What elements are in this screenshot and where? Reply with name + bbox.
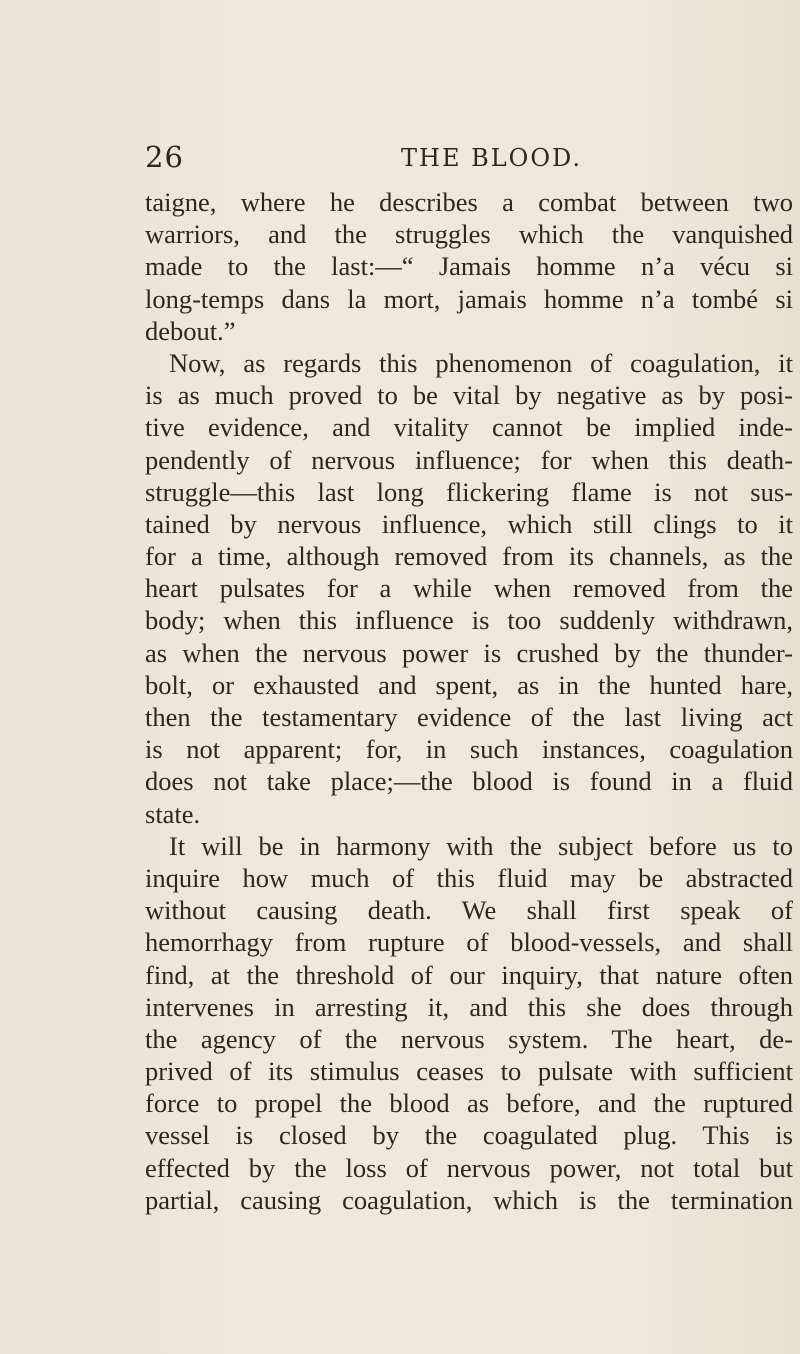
text-line: made to the last:—“ Jamais homme n’a vécu si (145, 251, 793, 282)
text-line: partial, causing coagulation, which is the termination (145, 1184, 793, 1215)
text-line: pendently of nervous influence; for when this death- (145, 444, 793, 475)
page-number: 26 (145, 140, 184, 174)
text-line: body; when this influence is too suddenly withdrawn, (145, 605, 793, 636)
text-line: without causing death. We shall first speak of (145, 895, 793, 926)
text-line: tive evidence, and vitality cannot be implied inde- (145, 412, 793, 443)
text-line: as when the nervous power is crushed by the thunder- (145, 637, 793, 668)
text-line: bolt, or exhausted and spent, as in the hunted hare, (145, 669, 793, 700)
text-line: find, at the threshold of our inquiry, that nature often (145, 959, 793, 990)
text-line: debout.” (145, 315, 236, 346)
text-line: is as much proved to be vital by negative as by posi- (145, 380, 793, 411)
text-line: is not apparent; for, in such instances, coagulation (145, 734, 793, 765)
body-text (145, 186, 793, 1216)
text-line: It will be in harmony with the subject before us to (169, 830, 793, 861)
text-line: the agency of the nervous system. The heart, de- (145, 1023, 793, 1054)
running-head: THE BLOOD. (401, 144, 583, 172)
text-line: then the testamentary evidence of the last living act (145, 702, 793, 732)
text-line: Now, as regards this phenomenon of coagulation, it (169, 347, 793, 378)
page-header (145, 140, 745, 180)
text-line: for a time, although removed from its channels, as the (145, 541, 793, 572)
text-line: long-temps dans la mort, jamais homme n’a tombé si (145, 283, 793, 314)
text-line: vessel is closed by the coagulated plug. This is (145, 1120, 793, 1151)
text-line: state. (145, 798, 201, 829)
text-line: inquire how much of this fluid may be abstracted (145, 862, 793, 893)
text-line: heart pulsates for a while when removed from the (145, 573, 793, 604)
text-line: struggle—this last long flickering flame is not sus- (145, 476, 793, 507)
text-line: tained by nervous influence, which still clings to it (145, 508, 793, 539)
text-line: effected by the loss of nervous power, not total but (145, 1152, 793, 1183)
text-line: taigne, where he describes a combat between two (145, 187, 793, 217)
text-line: does not take place;—the blood is found in a fluid (145, 766, 793, 797)
text-line: force to propel the blood as before, and the ruptured (145, 1088, 793, 1119)
text-line: hemorrhagy from rupture of blood-vessels, and shall (145, 927, 793, 958)
text-line: warriors, and the struggles which the vanquished (145, 219, 793, 250)
text-line: intervenes in arresting it, and this she does through (145, 991, 793, 1022)
text-line: prived of its stimulus ceases to pulsate with sufficient (145, 1056, 793, 1087)
